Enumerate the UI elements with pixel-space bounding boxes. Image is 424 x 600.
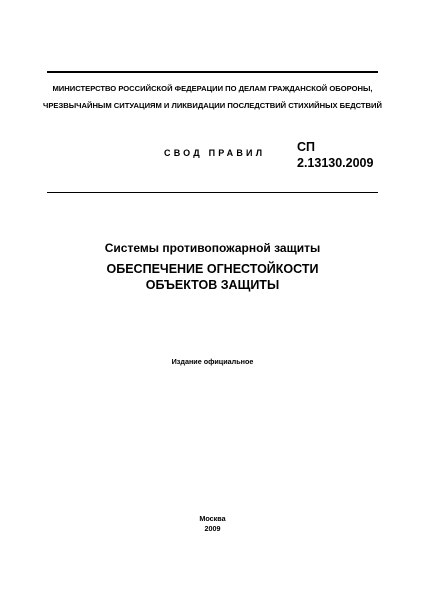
ministry-header (40, 80, 385, 114)
ministry-line-1: МИНИСТЕРСТВО РОССИЙСКОЙ ФЕДЕРАЦИИ ПО ДЕЛАМ ГРАЖДАНСКОЙ ОБОРОНЫ, (52, 84, 373, 93)
document-title-line-2: ОБЪЕКТОВ ЗАЩИТЫ (145, 278, 280, 292)
edition-note: Издание официальное (171, 357, 254, 366)
document-code-number: 2.13130.2009 (297, 156, 374, 170)
ministry-line-2: ЧРЕЗВЫЧАЙНЫМ СИТУАЦИЯМ И ЛИКВИДАЦИИ ПОСЛЕДСТВИЙ СТИХИЙНЫХ БЕДСТВИЙ (43, 101, 382, 110)
middle-rule (47, 192, 378, 193)
publication-city: Москва (199, 514, 226, 523)
document-subject: Системы противопожарной защиты (104, 241, 321, 255)
top-rule (47, 71, 378, 73)
document-type-label: СВОД ПРАВИЛ (164, 148, 266, 158)
publication-year: 2009 (204, 524, 221, 533)
publication-place (40, 514, 385, 534)
document-code (297, 139, 373, 171)
document-title (40, 261, 385, 293)
document-code-prefix: СП (297, 140, 316, 154)
document-title-line-1: ОБЕСПЕЧЕНИЕ ОГНЕСТОЙКОСТИ (106, 262, 319, 276)
